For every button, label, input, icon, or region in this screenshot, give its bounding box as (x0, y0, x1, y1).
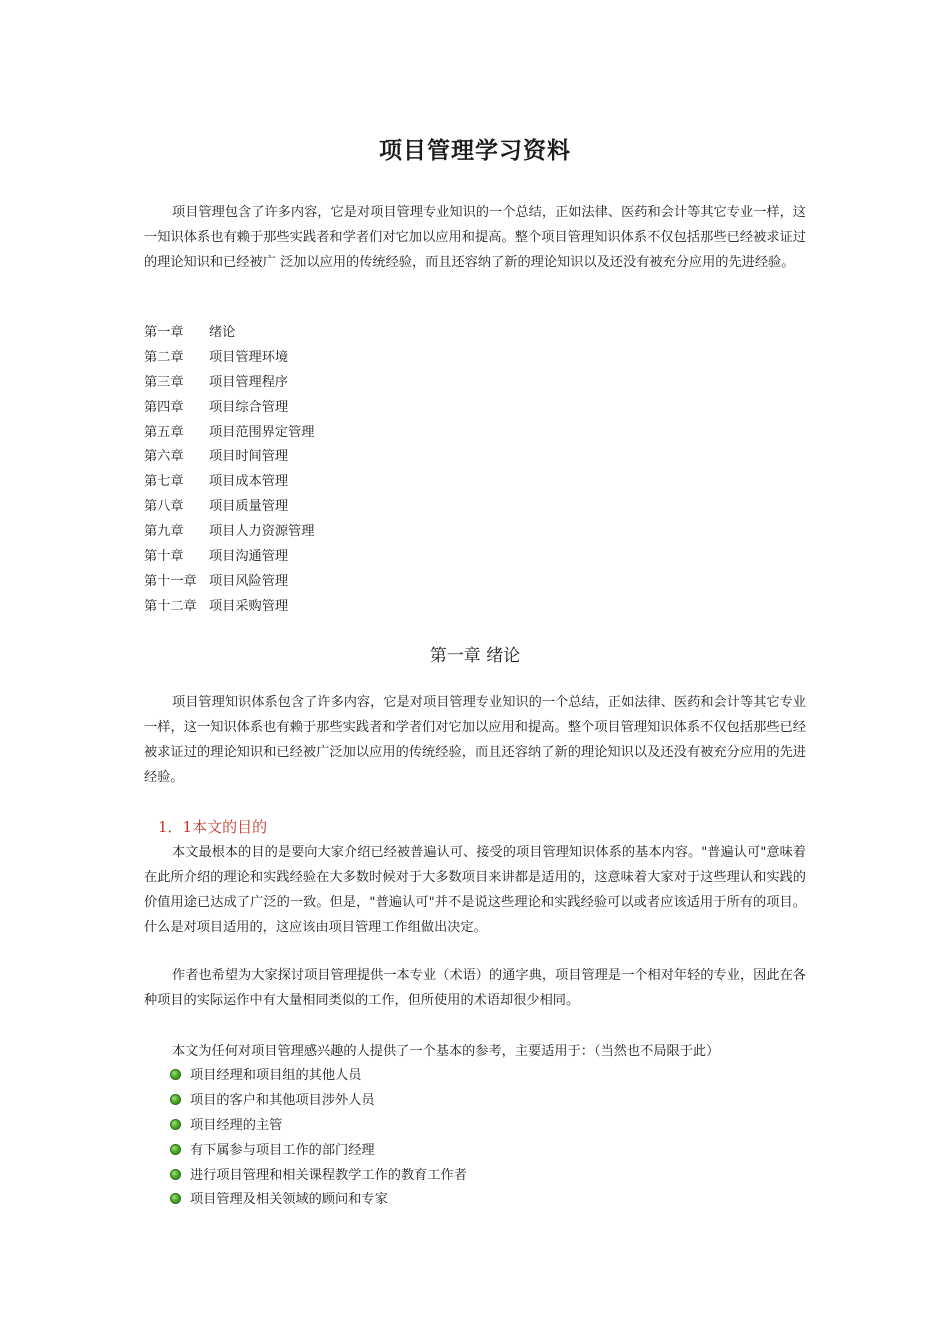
toc-chapter-number: 第九章 (144, 524, 184, 540)
toc-item (144, 470, 544, 495)
bullet-icon (170, 1193, 181, 1204)
toc-chapter-title: 项目质量管理 (209, 499, 289, 515)
toc-chapter-title: 项目管理环境 (209, 349, 289, 365)
toc-chapter-number: 第五章 (144, 424, 184, 440)
toc-chapter-number: 第四章 (144, 399, 184, 415)
list-item-text: 项目经理和项目组的其他人员 (190, 1068, 362, 1083)
bullet-icon (170, 1094, 181, 1105)
list-item-text: 进行项目管理和相关课程教学工作的教育工作者 (190, 1167, 467, 1183)
bullet-icon (170, 1069, 181, 1080)
list-item (170, 1164, 467, 1189)
section-heading: 1．1本文的目的 (158, 818, 268, 836)
toc-item (144, 396, 544, 421)
toc-chapter-number: 第十一章 (144, 573, 197, 589)
toc-chapter-title: 项目风险管理 (209, 573, 289, 589)
toc-chapter-title: 绪论 (209, 325, 236, 340)
page-title: 项目管理学习资料 (379, 137, 571, 164)
toc-chapter-number: 第十二章 (144, 598, 197, 614)
chapter-heading: 第一章 绪论 (429, 646, 521, 666)
toc-chapter-number: 第一章 (144, 325, 184, 340)
toc-chapter-number: 第三章 (144, 374, 184, 390)
toc-item (144, 495, 544, 520)
toc-chapter-number: 第十章 (144, 549, 184, 565)
toc-item (144, 570, 544, 595)
list-item-text: 有下属参与项目工作的部门经理 (190, 1142, 375, 1158)
list-item-text: 项目管理及相关领域的顾问和专家 (190, 1192, 388, 1208)
toc-chapter-title: 项目人力资源管理 (209, 524, 315, 540)
list-item-text: 项目经理的主管 (190, 1117, 283, 1133)
section-paragraph: 本文最根本的目的是要向大家介绍已经被普遍认可、接受的项目管理知识体系的基本内容。"普遍认可"意味着在此所介绍的理论和实践经验在大多数时候对于大多数项目来讲都是适用的，这意味着大家对于这些理认和实践的价值用途已达成了广泛的一致。但是，"普遍认可"并不是说这些理论和实践经验可以或者应该适用于所有的项目。什么是对项目适用的，这应该由项目管理工作组做出决定。 (144, 845, 806, 935)
bullet-icon (170, 1169, 181, 1180)
toc-chapter-number: 第六章 (144, 449, 184, 465)
toc-item (144, 545, 544, 570)
toc-chapter-title: 项目管理程序 (209, 374, 289, 390)
list-item-text: 项目的客户和其他项目涉外人员 (190, 1092, 375, 1108)
toc-item (144, 421, 544, 446)
chapter-paragraph: 项目管理知识体系包含了许多内容，它是对项目管理专业知识的一个总结，正如法律、医药和会计等其它专业一样，这一知识体系也有赖于那些实践者和学者们对它加以应用和提高。整个项目管理知识体系不仅包括那些已经被求证过的理论知识和已经被广泛加以应用的传统经验，而且还容纳了新的理论知识以及还没有被充分应用的先进经验。 (144, 695, 806, 785)
list-item (170, 1064, 467, 1089)
toc-chapter-title: 项目采购管理 (209, 598, 289, 614)
toc-chapter-title: 项目时间管理 (209, 449, 289, 465)
toc-item (144, 321, 544, 346)
toc-item (144, 445, 544, 470)
list-item (170, 1188, 467, 1213)
toc-chapter-number: 第二章 (144, 349, 184, 365)
toc-chapter-title: 项目综合管理 (209, 399, 289, 415)
toc-item (144, 346, 544, 371)
toc-chapter-number: 第七章 (144, 474, 184, 490)
intro-paragraph: 项目管理包含了许多内容，它是对项目管理专业知识的一个总结，正如法律、医药和会计等其它专业一样，这一知识体系也有赖于那些实践者和学者们对它加以应用和提高。整个项目管理知识体系不仅包括那些已经被求证过的理论知识和已经被广 泛加以应用的传统经验，而且还容纳了新的理论知识以及还没有被充分应用的先进经验。 (144, 205, 806, 270)
toc-item (144, 520, 544, 545)
section-paragraph: 本文为任何对项目管理感兴趣的人提供了一个基本的参考，主要适用于：（当然也不局限于此） (172, 1044, 720, 1059)
toc-item (144, 595, 544, 620)
bullet-icon (170, 1144, 181, 1155)
list-item (170, 1139, 467, 1164)
list-item (170, 1114, 467, 1139)
toc-chapter-title: 项目成本管理 (209, 474, 289, 490)
toc-chapter-title: 项目沟通管理 (209, 549, 289, 565)
toc-chapter-title: 项目范围界定管理 (209, 424, 315, 440)
section-paragraph: 作者也希望为大家探讨项目管理提供一本专业（术语）的通字典，项目管理是一个相对年轻的专业，因此在各种项目的实际运作中有大量相同类似的工作，但所使用的术语却很少相同。 (144, 968, 806, 1008)
bullet-icon (170, 1119, 181, 1130)
toc-chapter-number: 第八章 (144, 499, 184, 515)
list-item (170, 1089, 467, 1114)
table-of-contents (144, 321, 544, 620)
audience-list (170, 1064, 467, 1213)
toc-item (144, 371, 544, 396)
